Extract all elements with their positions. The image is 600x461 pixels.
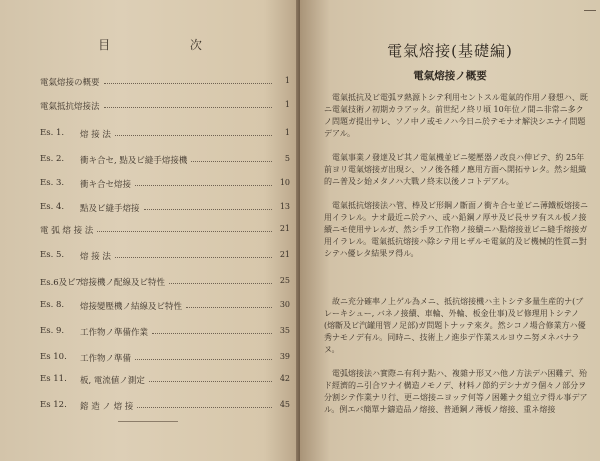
toc-leader-dots <box>135 359 272 360</box>
toc-entry-label: 衝キ合セ熔接 <box>80 180 132 190</box>
toc-entry-code: Es. 8. <box>40 300 65 310</box>
toc-entry-page: 45 <box>279 400 290 409</box>
toc-entry-page: 10 <box>279 178 290 187</box>
toc-entry-label: 電氣熔接の概要 <box>40 78 100 88</box>
toc-entry <box>0 202 290 216</box>
toc-entry <box>0 128 290 142</box>
toc-leader-dots <box>152 333 272 334</box>
toc-entry <box>0 400 290 414</box>
toc-leader-dots <box>144 209 272 210</box>
toc-entry <box>0 178 290 192</box>
toc-entry-page: 39 <box>279 352 290 361</box>
toc-entry-label: 點及ビ縫手熔接 <box>80 204 140 214</box>
toc-entry-code: Es. 3. <box>40 178 65 188</box>
paragraph: 電氣事業ノ發達及ビ其ノ電氣機並ビニ變壓器ノ改良ハ伸ビテ、約 25年前ヨリ電氣熔接ガ出現シ、ソノ後各種ノ應用方面ヘ開拓サレタ。然シ組織的ニ普及シ始メタノハ大戰ノ終末以後ノコトデアル。 <box>324 153 587 186</box>
toc-entry-code: Es 11. <box>40 374 67 384</box>
toc-entry-label: 工作物ノ準備作業 <box>80 328 149 338</box>
toc-entry <box>0 224 290 238</box>
toc-leader-dots <box>191 161 272 162</box>
toc-leader-dots <box>115 135 272 136</box>
toc-entry-page: 42 <box>279 374 290 383</box>
toc-leader-dots <box>104 107 272 108</box>
toc-entry-page: 21 <box>279 250 290 259</box>
toc-leader-dots <box>186 307 272 308</box>
toc-entry-label: 熔接變壓機ノ結線及ビ特性 <box>80 302 183 312</box>
toc-title: 目 次 <box>98 38 240 52</box>
toc-entry-label: 電氣抵抗熔接法 <box>40 102 100 112</box>
toc-entry-page: 25 <box>279 276 290 285</box>
toc-entry-code: Es. 1. <box>40 128 65 138</box>
toc-entry <box>0 250 290 264</box>
article-subtitle: 電氣熔接ノ概要 <box>413 70 487 82</box>
toc-leader-dots <box>115 257 272 258</box>
toc-entry-code: Es 12. <box>40 400 67 410</box>
toc-entry-code: Es. 4. <box>40 202 65 212</box>
article-title: 電氣熔接(基礎編) <box>387 42 513 60</box>
toc-entry-page: 35 <box>279 326 290 335</box>
toc-entry-page: 30 <box>279 300 290 309</box>
toc-leader-dots <box>169 283 272 284</box>
toc-entry <box>0 154 290 168</box>
toc-entry-label: 衝キ合セ, 點及ビ縫手熔接機 <box>80 156 188 166</box>
toc-entry-page: 1 <box>284 76 290 85</box>
toc-leader-dots <box>97 231 272 232</box>
toc-entry-code: Es. 9. <box>40 326 65 336</box>
toc-entry-label: 板, 電流値ノ測定 <box>80 376 145 386</box>
toc-entry <box>0 374 290 388</box>
toc-entry-label: 熔 接 法 <box>80 252 111 262</box>
toc-entry-label: 電 弧 熔 接 法 <box>40 226 94 236</box>
toc-entry <box>0 326 290 340</box>
right-page-article <box>300 0 600 461</box>
toc-entry-label: 鎔 造 ノ 熔 接 <box>80 402 134 412</box>
toc-entry-code: Es.6及ビ7 <box>40 278 82 288</box>
paragraph: 故ニ充分確率ノ上ゲル為メニ、抵抗熔接機ハ主トシテ多量生産的ナ(ブレーキシュー, バネノ接續、車輪、外輪、板金仕事)及ビ修理用トシテノ(熔斷及ビ汽罐用管ノ足部)ガ問題トナッテ來タ。然シコノ場合修業方ハ優秀ナモノデ有ル。同時ニ、技術上ノ進歩デ作業スルヨウニ努メネバナラヌ。 <box>324 297 586 354</box>
paragraph: 電氣抵抗熔接法ハ管、棒及ビ形鋼ノ斷面ノ衝キ合セ並ビニ薄鐵板熔接ニ用イラレル。ナオ最近ニ於テハ、或ハ鉛鋼ノ厚サ及ビ長サヲ有スル板ノ接續ニモ使用サレルガ、然シ手ヲ工作物ノ接續ニハ點熔接並ビニ縫手熔接ガ用イラレル。電氣抵抗熔接ハ除シテ用ヒザルモ電氣的及ビ機械的性質ニ對シテハ優レタ結果ヲ得ル。 <box>324 201 588 258</box>
toc-entry-page: 5 <box>284 154 290 163</box>
toc-entry-page: 1 <box>284 128 290 137</box>
divider <box>118 421 178 422</box>
toc-entry <box>0 100 290 114</box>
toc-entry <box>0 300 290 314</box>
toc-leader-dots <box>149 381 272 382</box>
toc-leader-dots <box>135 185 272 186</box>
toc-entry-label: 熔接機ノ配線及ビ特性 <box>80 278 166 288</box>
paragraph: 電氣抵抗及ビ電弧ヲ熱源トシテ利用セントスル電氣的作用ノ發想ハ、既ニ電氣技術ノ初期カラアッタ。前世紀ノ終リ頃 10年位ノ間ニ非常ニ多クノ問題ガ提出サレ、ソノ中ノ或モノハ今日ニ於テモナオ解決シエナイ問題デアル。 <box>324 93 588 138</box>
corner-mark <box>584 10 596 11</box>
toc-entry-code: Es. 5. <box>40 250 65 260</box>
toc-entry-label: 熔 接 法 <box>80 130 111 140</box>
toc-leader-dots <box>137 407 272 408</box>
toc-entry <box>0 276 290 290</box>
toc-entry-page: 13 <box>279 202 290 211</box>
toc-entry-code: Es. 2. <box>40 154 65 164</box>
toc-entry-code: Es 10. <box>40 352 67 362</box>
toc-entry <box>0 76 290 90</box>
toc-entry-label: 工作物ノ準備 <box>80 354 132 364</box>
toc-entry-page: 21 <box>279 224 290 233</box>
toc-leader-dots <box>104 83 272 84</box>
toc-entry-page: 1 <box>284 100 290 109</box>
toc-entry <box>0 352 290 366</box>
paragraph: 電弧熔接法ハ實際ニ有利ナ點ハ、複雜ナ形又ハ他ノ方法デハ困難デ、殆ド經濟的ニ引合ワナイ構造ノモノデ、材料ノ節約デシナガラ個々ノ部分ヲ分割シテ作業ナリ行、更ニ熔接ニヨッテ何等ノ困難ナク組立テ得ル事デアル。例エバ簡單ナ鑄造品ノ熔接、普通鋼ノ薄板ノ熔接、重ネ熔接 <box>324 369 588 414</box>
